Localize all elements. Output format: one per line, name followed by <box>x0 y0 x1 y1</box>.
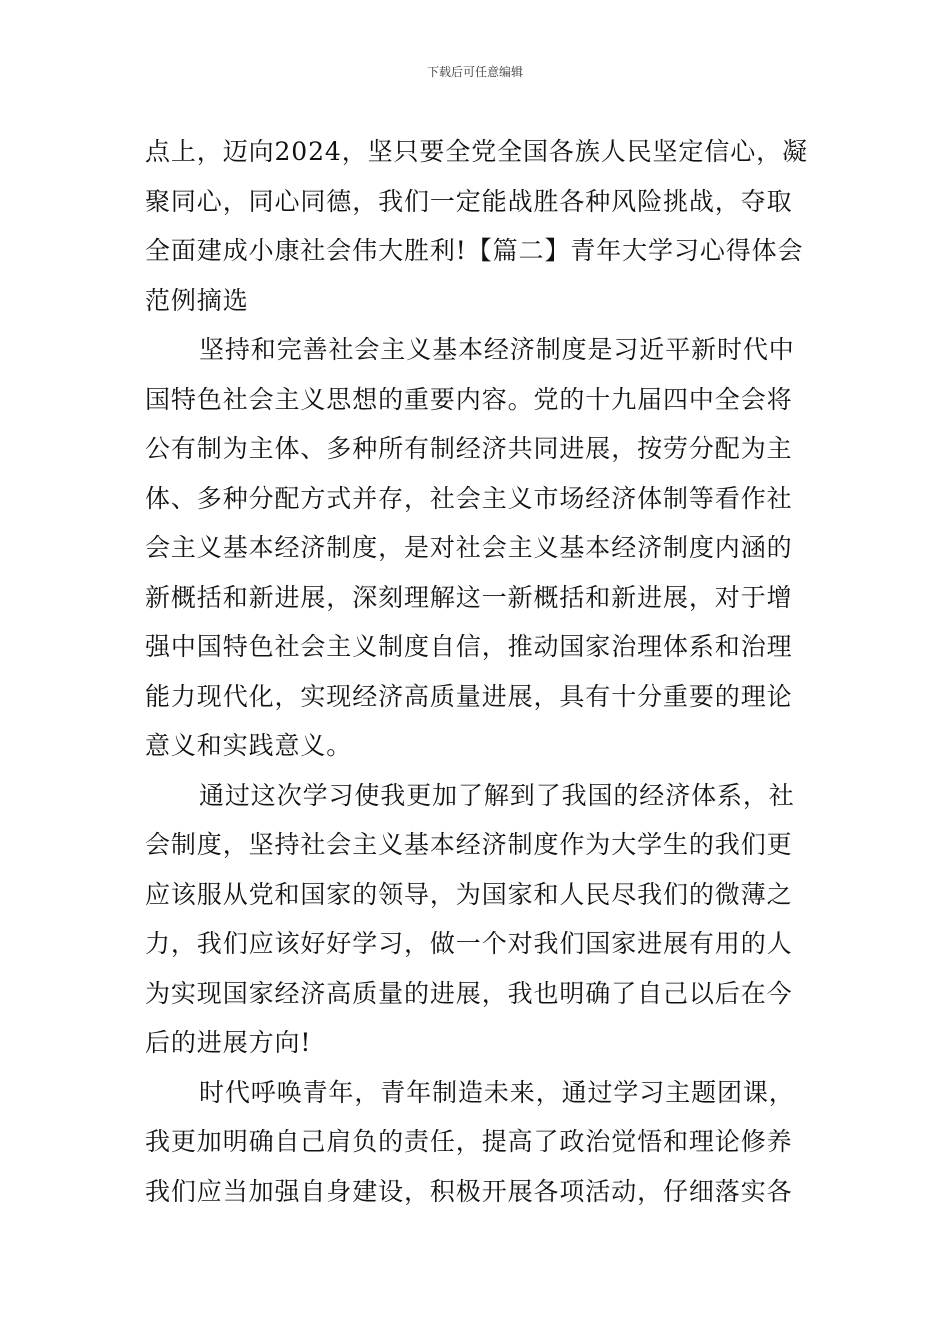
text-line: 国特色社会主义思想的重要内容。党的十九届四中全会将 <box>145 384 793 414</box>
text-line: 点上，迈向2024，坚只要全党全国各族人民坚定信心，凝 <box>145 137 808 166</box>
text-line: 新概括和新进展，深刻理解这一新概括和新进展，对于增 <box>145 582 793 612</box>
paragraph-3 <box>145 771 805 1068</box>
text-line: 会主义基本经济制度，是对社会主义基本经济制度内涵的 <box>145 533 793 562</box>
text-line: 强中国特色社会主义制度自信，推动国家治理体系和治理 <box>145 632 793 661</box>
text-line: 为实现国家经济高质量的进展，我也明确了自己以后在今 <box>145 978 793 1008</box>
text-line: 我更加明确自己肩负的责任，提高了政治觉悟和理论修养 <box>145 1127 793 1156</box>
paragraph-2 <box>145 325 805 771</box>
text-line: 我们应当加强自身建设，积极开展各项活动，仔细落实各 <box>145 1176 793 1206</box>
text-line: 坚持和完善社会主义基本经济制度是习近平新时代中 <box>199 335 795 364</box>
text-line: 范例摘选 <box>145 285 249 315</box>
text-line: 能力现代化，实现经济高质量进展，具有十分重要的理论 <box>145 681 793 711</box>
text-line: 体、多种分配方式并存，社会主义市场经济体制等看作社 <box>145 483 793 513</box>
paragraph-4 <box>145 1068 805 1217</box>
text-line: 时代呼唤青年，青年制造未来，通过学习主题团课， <box>199 1077 795 1107</box>
text-line: 通过这次学习使我更加了解到了我国的经济体系，社 <box>199 780 795 810</box>
text-line: 公有制为主体、多种所有制经济共同进展，按劳分配为主 <box>145 434 793 463</box>
text-line: 全面建成小康社会伟大胜利!【篇二】青年大学习心得体会 <box>145 236 804 265</box>
document-body <box>145 127 808 1216</box>
text-line: 后的进展方向! <box>145 1028 312 1057</box>
paragraph-1 <box>145 127 808 325</box>
text-line: 聚同心，同心同德，我们一定能战胜各种风险挑战，夺取 <box>145 186 793 216</box>
page-header: 下载后可任意编辑 <box>426 65 523 79</box>
text-line: 应该服从党和国家的领导，为国家和人民尽我们的微薄之 <box>145 879 793 909</box>
text-line: 意义和实践意义。 <box>145 731 353 760</box>
text-line: 力，我们应该好好学习，做一个对我们国家进展有用的人 <box>145 929 793 958</box>
text-line: 会制度，坚持社会主义基本经济制度作为大学生的我们更 <box>145 830 793 859</box>
